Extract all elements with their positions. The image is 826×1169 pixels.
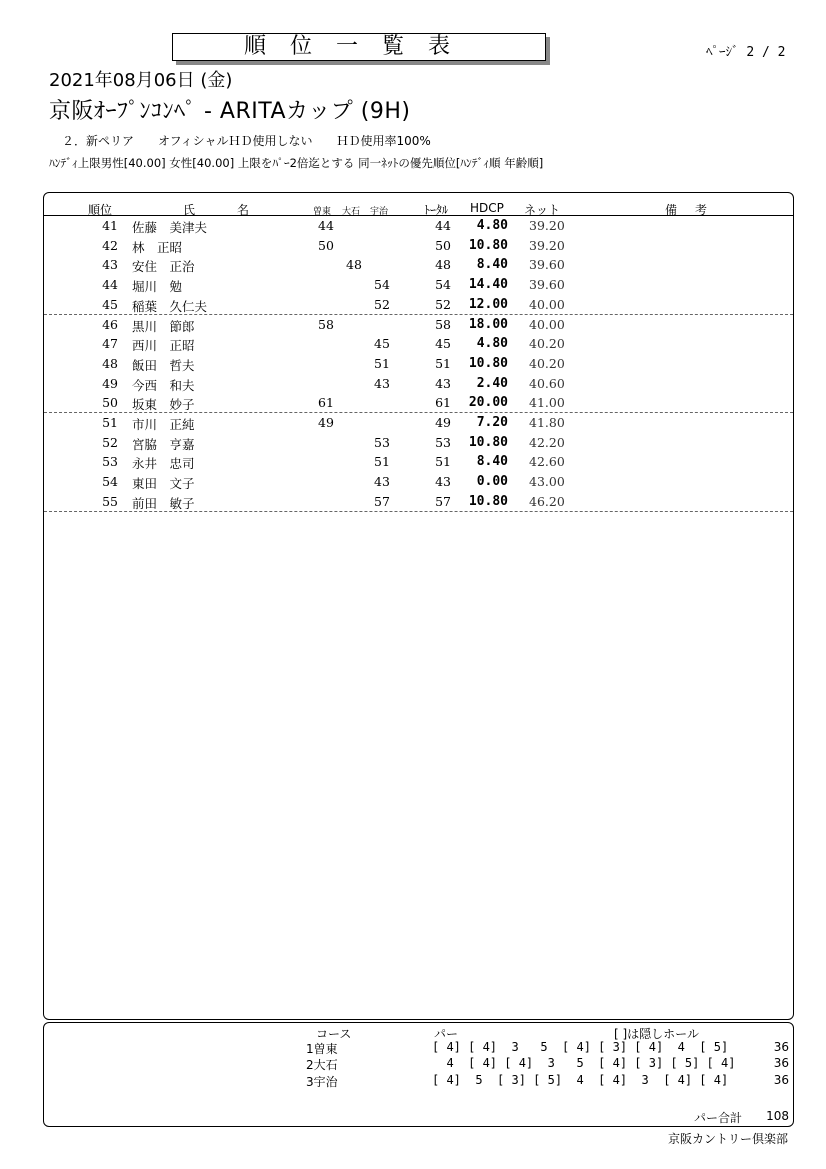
cell-sotsuka: 49 xyxy=(318,415,334,430)
cell-net: 42.60 xyxy=(529,454,565,470)
cell-hdcp: 14.40 xyxy=(468,277,508,293)
header-name-2: 名 xyxy=(237,203,250,217)
club-name: 京阪カントリー倶楽部 xyxy=(667,1132,788,1146)
header-sotsuka: 曽東 xyxy=(313,207,332,217)
table-row xyxy=(44,215,793,235)
cell-total: 58 xyxy=(435,316,451,332)
cell-hdcp: 20.00 xyxy=(468,395,508,411)
cell-hdcp: 18.00 xyxy=(468,316,508,332)
table-row xyxy=(44,294,793,315)
cell-sotsuka: 61 xyxy=(318,395,334,411)
cell-hdcp: 2.40 xyxy=(476,375,508,391)
cell-uji: 51 xyxy=(374,355,390,371)
cell-total: 48 xyxy=(435,257,451,273)
cell-hdcp: 8.40 xyxy=(476,257,508,273)
cell-total: 51 xyxy=(435,355,451,371)
course-holes: [ 4] 5 [ 3] [ 5] 4 [ 4] 3 [ 4] [ 4] xyxy=(432,1073,729,1087)
cell-rank: 53 xyxy=(102,454,118,470)
header-total: ﾄｰﾀﾙ xyxy=(424,203,449,217)
cell-uji: 52 xyxy=(374,296,390,312)
header-oishi: 大石 xyxy=(342,207,361,217)
cell-net: 41.80 xyxy=(529,415,565,430)
course-total: 36 xyxy=(773,1056,789,1070)
cell-sotsuka: 50 xyxy=(318,237,334,253)
par-total: 108 xyxy=(766,1109,789,1123)
cell-name: 佐藤 美津夫 xyxy=(132,220,208,235)
cell-net: 39.20 xyxy=(529,218,565,233)
course-label: コース xyxy=(316,1027,352,1041)
cell-total: 54 xyxy=(435,277,451,293)
cell-net: 39.60 xyxy=(529,277,565,293)
cell-rank: 50 xyxy=(102,395,118,411)
cell-name: 西川 正昭 xyxy=(132,338,195,354)
header-remarks-1: 備 xyxy=(665,203,678,217)
table-row xyxy=(44,432,793,452)
cell-name: 東田 文子 xyxy=(132,476,195,492)
table-row xyxy=(44,314,793,334)
cell-name: 黒川 節郎 xyxy=(132,318,195,334)
cell-name: 林 正昭 xyxy=(132,239,183,255)
cell-uji: 43 xyxy=(374,474,390,490)
cell-total: 51 xyxy=(435,454,451,470)
cell-rank: 47 xyxy=(102,336,118,352)
cell-net: 40.60 xyxy=(529,375,565,391)
course-name: 2大石 xyxy=(306,1058,338,1072)
cell-name: 今西 和夫 xyxy=(132,377,195,393)
course-par-box xyxy=(43,1022,794,1127)
cell-hdcp: 7.20 xyxy=(476,415,508,430)
course-holes: 4 [ 4] [ 4] 3 5 [ 4] [ 3] [ 5] [ 4] xyxy=(432,1056,736,1070)
par-total-label: パー合計 xyxy=(694,1111,743,1125)
header-remarks-2: 考 xyxy=(695,203,708,217)
cell-rank: 43 xyxy=(102,257,118,273)
cell-total: 57 xyxy=(435,493,451,509)
header-rank: 順位 xyxy=(88,203,113,217)
cell-total: 53 xyxy=(435,434,451,450)
cell-net: 42.20 xyxy=(529,434,565,450)
event-date: 2021年08月06日 (金) xyxy=(49,70,233,91)
table-row xyxy=(44,353,793,373)
course-name: 1曽東 xyxy=(306,1042,338,1056)
cell-rank: 48 xyxy=(102,355,118,371)
cell-net: 40.20 xyxy=(529,336,565,352)
table-row xyxy=(44,471,793,491)
cell-name: 前田 敏子 xyxy=(132,495,195,511)
cell-total: 61 xyxy=(435,395,451,411)
cell-total: 45 xyxy=(435,336,451,352)
cell-hdcp: 4.80 xyxy=(476,336,508,352)
cell-rank: 49 xyxy=(102,375,118,391)
cell-net: 43.00 xyxy=(529,474,565,490)
hidden-hole-note: [ ]は隠しホール xyxy=(614,1027,699,1041)
cell-uji: 54 xyxy=(374,277,390,293)
table-row xyxy=(44,451,793,471)
cell-net: 39.60 xyxy=(529,257,565,273)
table-row xyxy=(44,274,793,294)
cell-hdcp: 8.40 xyxy=(476,454,508,470)
cell-hdcp: 0.00 xyxy=(476,474,508,490)
table-row xyxy=(44,235,793,255)
cell-rank: 45 xyxy=(102,296,118,312)
cell-net: 41.00 xyxy=(529,395,565,411)
header-uji: 宇治 xyxy=(370,207,389,217)
cell-uji: 53 xyxy=(374,434,390,450)
cell-sotsuka: 44 xyxy=(318,218,334,233)
cell-oishi: 48 xyxy=(346,257,362,273)
cell-rank: 41 xyxy=(102,218,118,233)
cell-name: 市川 正純 xyxy=(132,417,195,432)
cell-hdcp: 10.80 xyxy=(468,355,508,371)
course-total: 36 xyxy=(773,1073,789,1087)
cell-uji: 57 xyxy=(374,493,390,509)
cell-total: 44 xyxy=(435,218,451,233)
cell-rank: 42 xyxy=(102,237,118,253)
table-row xyxy=(44,392,793,413)
cell-total: 49 xyxy=(435,415,451,430)
cell-rank: 55 xyxy=(102,493,118,509)
header-name-1: 氏 xyxy=(183,203,196,217)
cell-name: 坂東 妙子 xyxy=(132,397,195,413)
cell-total: 50 xyxy=(435,237,451,253)
cell-total: 43 xyxy=(435,474,451,490)
cell-name: 堀川 勉 xyxy=(132,279,183,295)
cell-name: 永井 忠司 xyxy=(132,456,195,472)
cell-net: 40.00 xyxy=(529,316,565,332)
page-indicator: ﾍﾟｰｼﾞ 2 / 2 xyxy=(706,45,786,60)
cell-hdcp: 10.80 xyxy=(468,237,508,253)
table-row xyxy=(44,254,793,274)
header-net: ネット xyxy=(524,203,561,217)
cell-name: 宮脇 亨嘉 xyxy=(132,436,195,452)
table-row xyxy=(44,491,793,512)
cell-net: 46.20 xyxy=(529,493,565,509)
cell-name: 稲葉 久仁夫 xyxy=(132,298,208,314)
cell-uji: 43 xyxy=(374,375,390,391)
cell-hdcp: 12.00 xyxy=(468,296,508,312)
table-row xyxy=(44,412,793,432)
cell-rank: 46 xyxy=(102,316,118,332)
results-table xyxy=(43,192,794,1020)
cell-total: 43 xyxy=(435,375,451,391)
cell-name: 安住 正治 xyxy=(132,259,195,275)
course-total: 36 xyxy=(773,1040,789,1054)
cell-rank: 52 xyxy=(102,434,118,450)
table-row xyxy=(44,333,793,353)
page-title: 順位一覧表 xyxy=(172,33,546,61)
cell-uji: 45 xyxy=(374,336,390,352)
cell-uji: 51 xyxy=(374,454,390,470)
cell-net: 39.20 xyxy=(529,237,565,253)
cell-name: 飯田 哲夫 xyxy=(132,357,195,373)
cell-net: 40.20 xyxy=(529,355,565,371)
course-name: 3宇治 xyxy=(306,1075,338,1089)
cell-rank: 54 xyxy=(102,474,118,490)
cell-net: 40.00 xyxy=(529,296,565,312)
handicap-rule: ﾊﾝﾃﾞｨ上限男性[40.00] 女性[40.00] 上限をﾊﾟｰ2倍迄とする 同一ﾈｯﾄの優先順位[ﾊﾝﾃﾞｨ順 年齢順] xyxy=(49,156,544,170)
cell-hdcp: 10.80 xyxy=(468,434,508,450)
header-hdcp: HDCP xyxy=(470,201,504,215)
cell-hdcp: 10.80 xyxy=(468,493,508,509)
cell-rank: 51 xyxy=(102,415,118,430)
cell-hdcp: 4.80 xyxy=(476,218,508,233)
scoring-rule: ２．新ペリア オフィシャルＨＤ使用しない ＨＤ使用率100% xyxy=(62,134,431,148)
cell-rank: 44 xyxy=(102,277,118,293)
table-row xyxy=(44,373,793,393)
course-holes: [ 4] [ 4] 3 5 [ 4] [ 3] [ 4] 4 [ 5] xyxy=(432,1040,729,1054)
cell-total: 52 xyxy=(435,296,451,312)
par-label: パー xyxy=(434,1027,459,1041)
event-name: 京阪ｵｰﾌﾟﾝｺﾝﾍﾟ - ARITAカップ (9H) xyxy=(49,99,411,124)
cell-sotsuka: 58 xyxy=(318,316,334,332)
